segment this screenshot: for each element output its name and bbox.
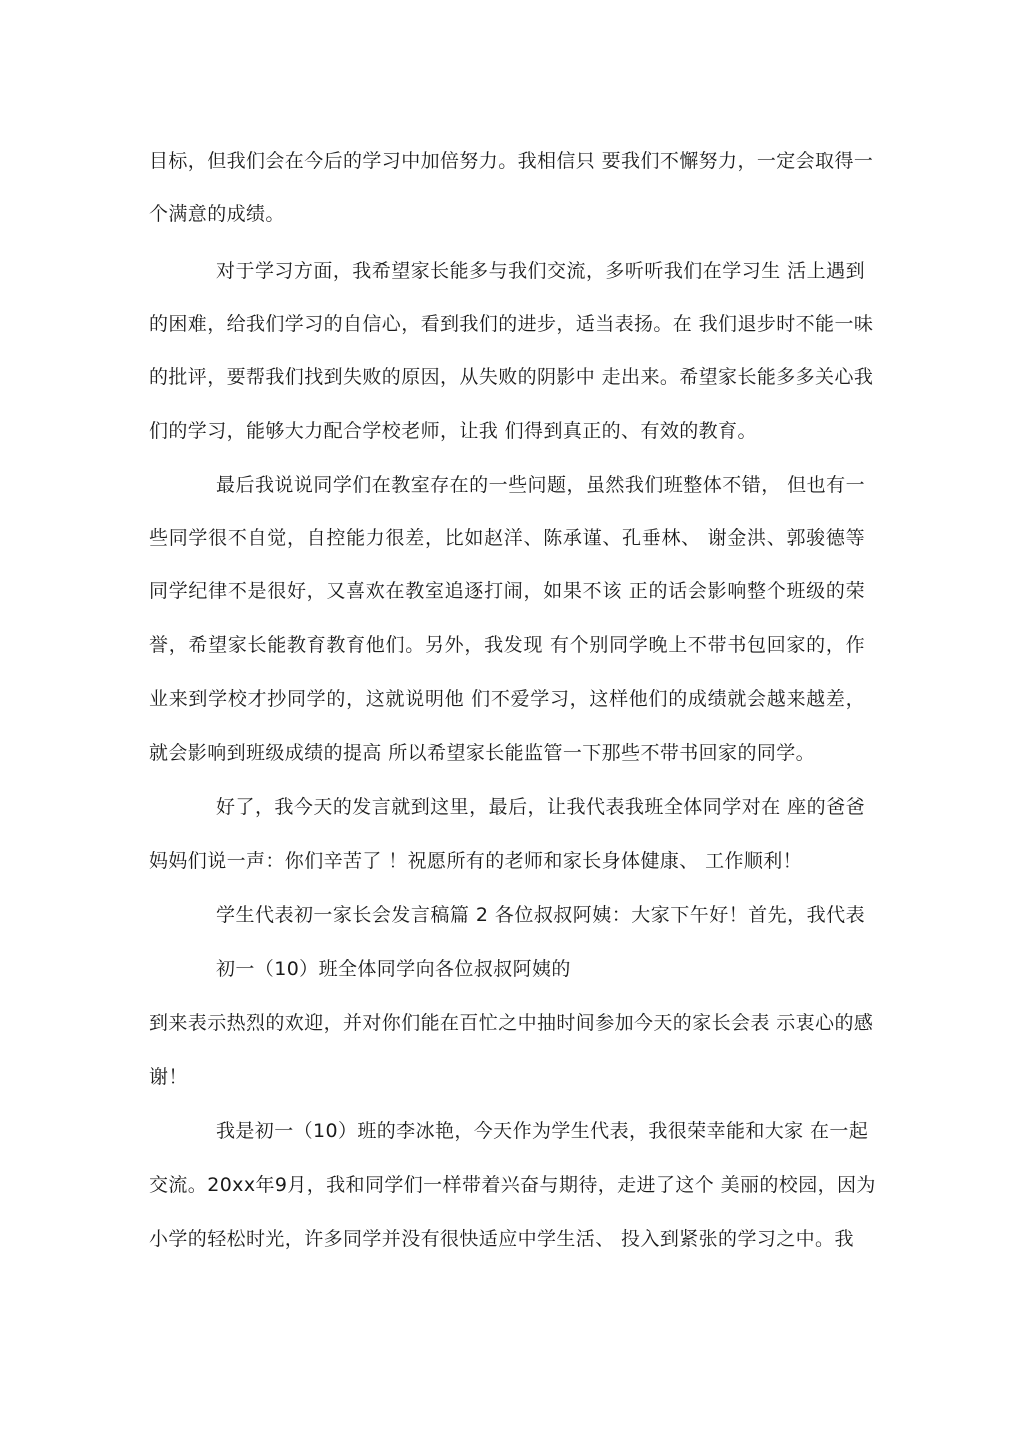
text-line: 誉，希望家长能教育教育他们。另外，我发现 有个别同学晚上不带书包回家的，作 bbox=[149, 634, 865, 656]
text-line: 初一（10）班全体同学向各位叔叔阿姨的 bbox=[216, 958, 571, 980]
text-line: 个满意的成绩。 bbox=[149, 203, 285, 225]
text-line: 到来表示热烈的欢迎，并对你们能在百忙之中抽时间参加今天的家长会表 示衷心的感 bbox=[149, 1012, 874, 1034]
text-line: 小学的轻松时光，许多同学并没有很快适应中学生活、 投入到紧张的学习之中。我 bbox=[149, 1228, 854, 1250]
text-line: 业来到学校才抄同学的，这就说明他 们不爱学习，这样他们的成绩就会越来越差， bbox=[149, 688, 865, 710]
text-line: 同学纪律不是很好，又喜欢在教室追逐打闹，如果不该 正的话会影响整个班级的荣 bbox=[149, 580, 865, 602]
text-line: 些同学很不自觉，自控能力很差，比如赵洋、陈承谨、孔垂林、 谢金洪、郭骏德等 bbox=[149, 527, 865, 549]
text-line: 谢！ bbox=[149, 1066, 188, 1088]
text-line: 的批评，要帮我们找到失败的原因，从失败的阴影中 走出来。希望家长能多多关心我 bbox=[149, 366, 874, 388]
text-line: 的困难，给我们学习的自信心，看到我们的进步，适当表扬。在 我们退步时不能一味 bbox=[149, 313, 874, 335]
text-line: 好了，我今天的发言就到这里，最后，让我代表我班全体同学对在 座的爸爸 bbox=[216, 796, 865, 818]
text-line: 目标，但我们会在今后的学习中加倍努力。我相信只 要我们不懈努力，一定会取得一 bbox=[149, 150, 874, 172]
text-line: 学生代表初一家长会发言稿篇 2 各位叔叔阿姨：大家下午好！首先，我代表 bbox=[216, 904, 865, 926]
text-line: 就会影响到班级成绩的提高 所以希望家长能监管一下那些不带书回家的同学。 bbox=[149, 742, 816, 764]
text-line: 妈妈们说一声：你们辛苦了 ！祝愿所有的老师和家长身体健康、 工作顺利！ bbox=[149, 850, 803, 872]
text-line: 交流。20xx年9月，我和同学们一样带着兴奋与期待，走进了这个 美丽的校园，因为 bbox=[149, 1174, 876, 1196]
text-line: 最后我说说同学们在教室存在的一些问题，虽然我们班整体不错， 但也有一 bbox=[216, 474, 865, 496]
text-line: 对于学习方面，我希望家长能多与我们交流，多听听我们在学习生 活上遇到 bbox=[216, 260, 865, 282]
text-line: 们的学习，能够大力配合学校老师，让我 们得到真正的、有效的教育。 bbox=[149, 420, 757, 442]
text-line: 我是初一（10）班的李冰艳，今天作为学生代表，我很荣幸能和大家 在一起 bbox=[216, 1120, 869, 1142]
